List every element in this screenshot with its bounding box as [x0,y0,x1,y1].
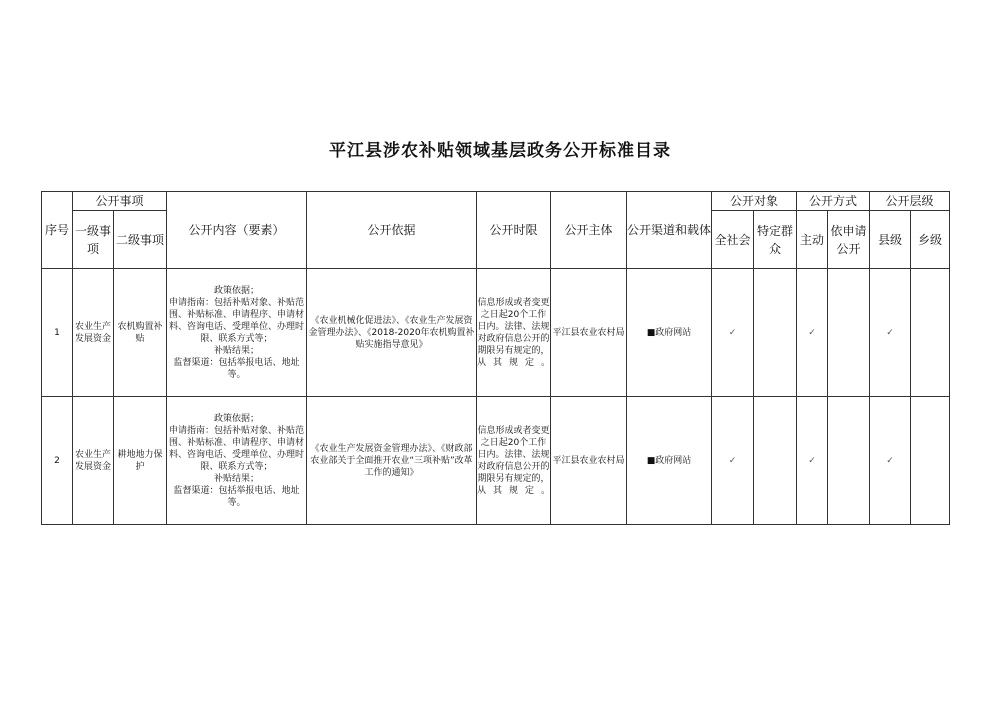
header-level2: 二级事项 [114,211,167,269]
row-basis: 《农业机械化促进法》、《农业生产发展资金管理办法》、《2018-2020年农机购置补贴实施指导意见》 [307,269,477,397]
content-line: 申请指南：包括补贴对象、补贴范围、补贴标准、申请程序、申请材料、咨询电话、受理单位、办理时限、联系方式等； [169,425,305,472]
row-level2: 耕地地力保护 [114,397,167,525]
header-target-group: 公开对象 [712,192,797,211]
row-content [167,397,307,525]
header-mode-active: 主动 [797,211,828,269]
row-level1: 农业生产发展资金 [73,269,114,397]
header-channel: 公开渠道和载体 [627,192,712,269]
check-icon: ✓ [797,397,828,525]
row-time-limit: 信息形成或者变更之日起20个工作日内。法律、法规对政府信息公开的期限另有规定的，从其规定。 [477,397,551,525]
check-icon: ✓ [870,397,911,525]
check-icon: ✓ [712,269,754,397]
row-level-town [911,269,950,397]
row-mode-apply [828,269,870,397]
check-icon: ✓ [797,269,828,397]
header-level-county: 县级 [870,211,911,269]
row-subject: 平江县农业农村局 [551,397,627,525]
header-level-group: 公开层级 [870,192,950,211]
catalog-table [41,191,950,525]
header-time-limit: 公开时限 [477,192,551,269]
content-line: 监督渠道：包括举报电话、地址等。 [173,485,300,508]
row-level1: 农业生产发展资金 [73,397,114,525]
content-line: 政策依据； [214,285,260,296]
row-channel: ■政府网站 [627,397,712,525]
row-time-limit: 信息形成或者变更之日起20个工作日内。法律、法规对政府信息公开的期限另有规定的，从其规定。 [477,269,551,397]
row-mode-apply [828,397,870,525]
header-content: 公开内容（要素） [167,192,307,269]
page-title: 平江县涉农补贴领域基层政务公开标准目录 [329,141,671,161]
header-items-group: 公开事项 [73,192,167,211]
table-row [42,397,950,525]
row-level-town [911,397,950,525]
row-seq: 2 [42,397,73,525]
row-level2: 农机购置补贴 [114,269,167,397]
row-content [167,269,307,397]
row-seq: 1 [42,269,73,397]
content-line: 政策依据； [214,413,260,424]
header-level-town: 乡级 [911,211,950,269]
check-icon: ✓ [712,397,754,525]
row-target-specific [754,397,797,525]
content-line: 申请指南：包括补贴对象、补贴范围、补贴标准、申请程序、申请材料、咨询电话、受理单位、办理时限、联系方式等； [169,297,305,344]
header-level1: 一级事项 [73,211,114,269]
header-basis: 公开依据 [307,192,477,269]
row-target-specific [754,269,797,397]
content-line: 监督渠道：包括举报电话、地址等。 [173,357,300,380]
header-target-specific: 特定群众 [754,211,797,269]
content-line: 补贴结果； [214,345,260,356]
header-target-all: 全社会 [712,211,754,269]
table-row [42,269,950,397]
header-mode-apply: 依申请公开 [828,211,870,269]
header-subject: 公开主体 [551,192,627,269]
header-seq: 序号 [42,192,73,269]
row-basis: 《农业生产发展资金管理办法》、《财政部 农业部关于全面推开农业“三项补贴”改革工作的通知》 [307,397,477,525]
row-subject: 平江县农业农村局 [551,269,627,397]
row-channel: ■政府网站 [627,269,712,397]
header-mode-group: 公开方式 [797,192,870,211]
content-line: 补贴结果； [214,473,260,484]
check-icon: ✓ [870,269,911,397]
